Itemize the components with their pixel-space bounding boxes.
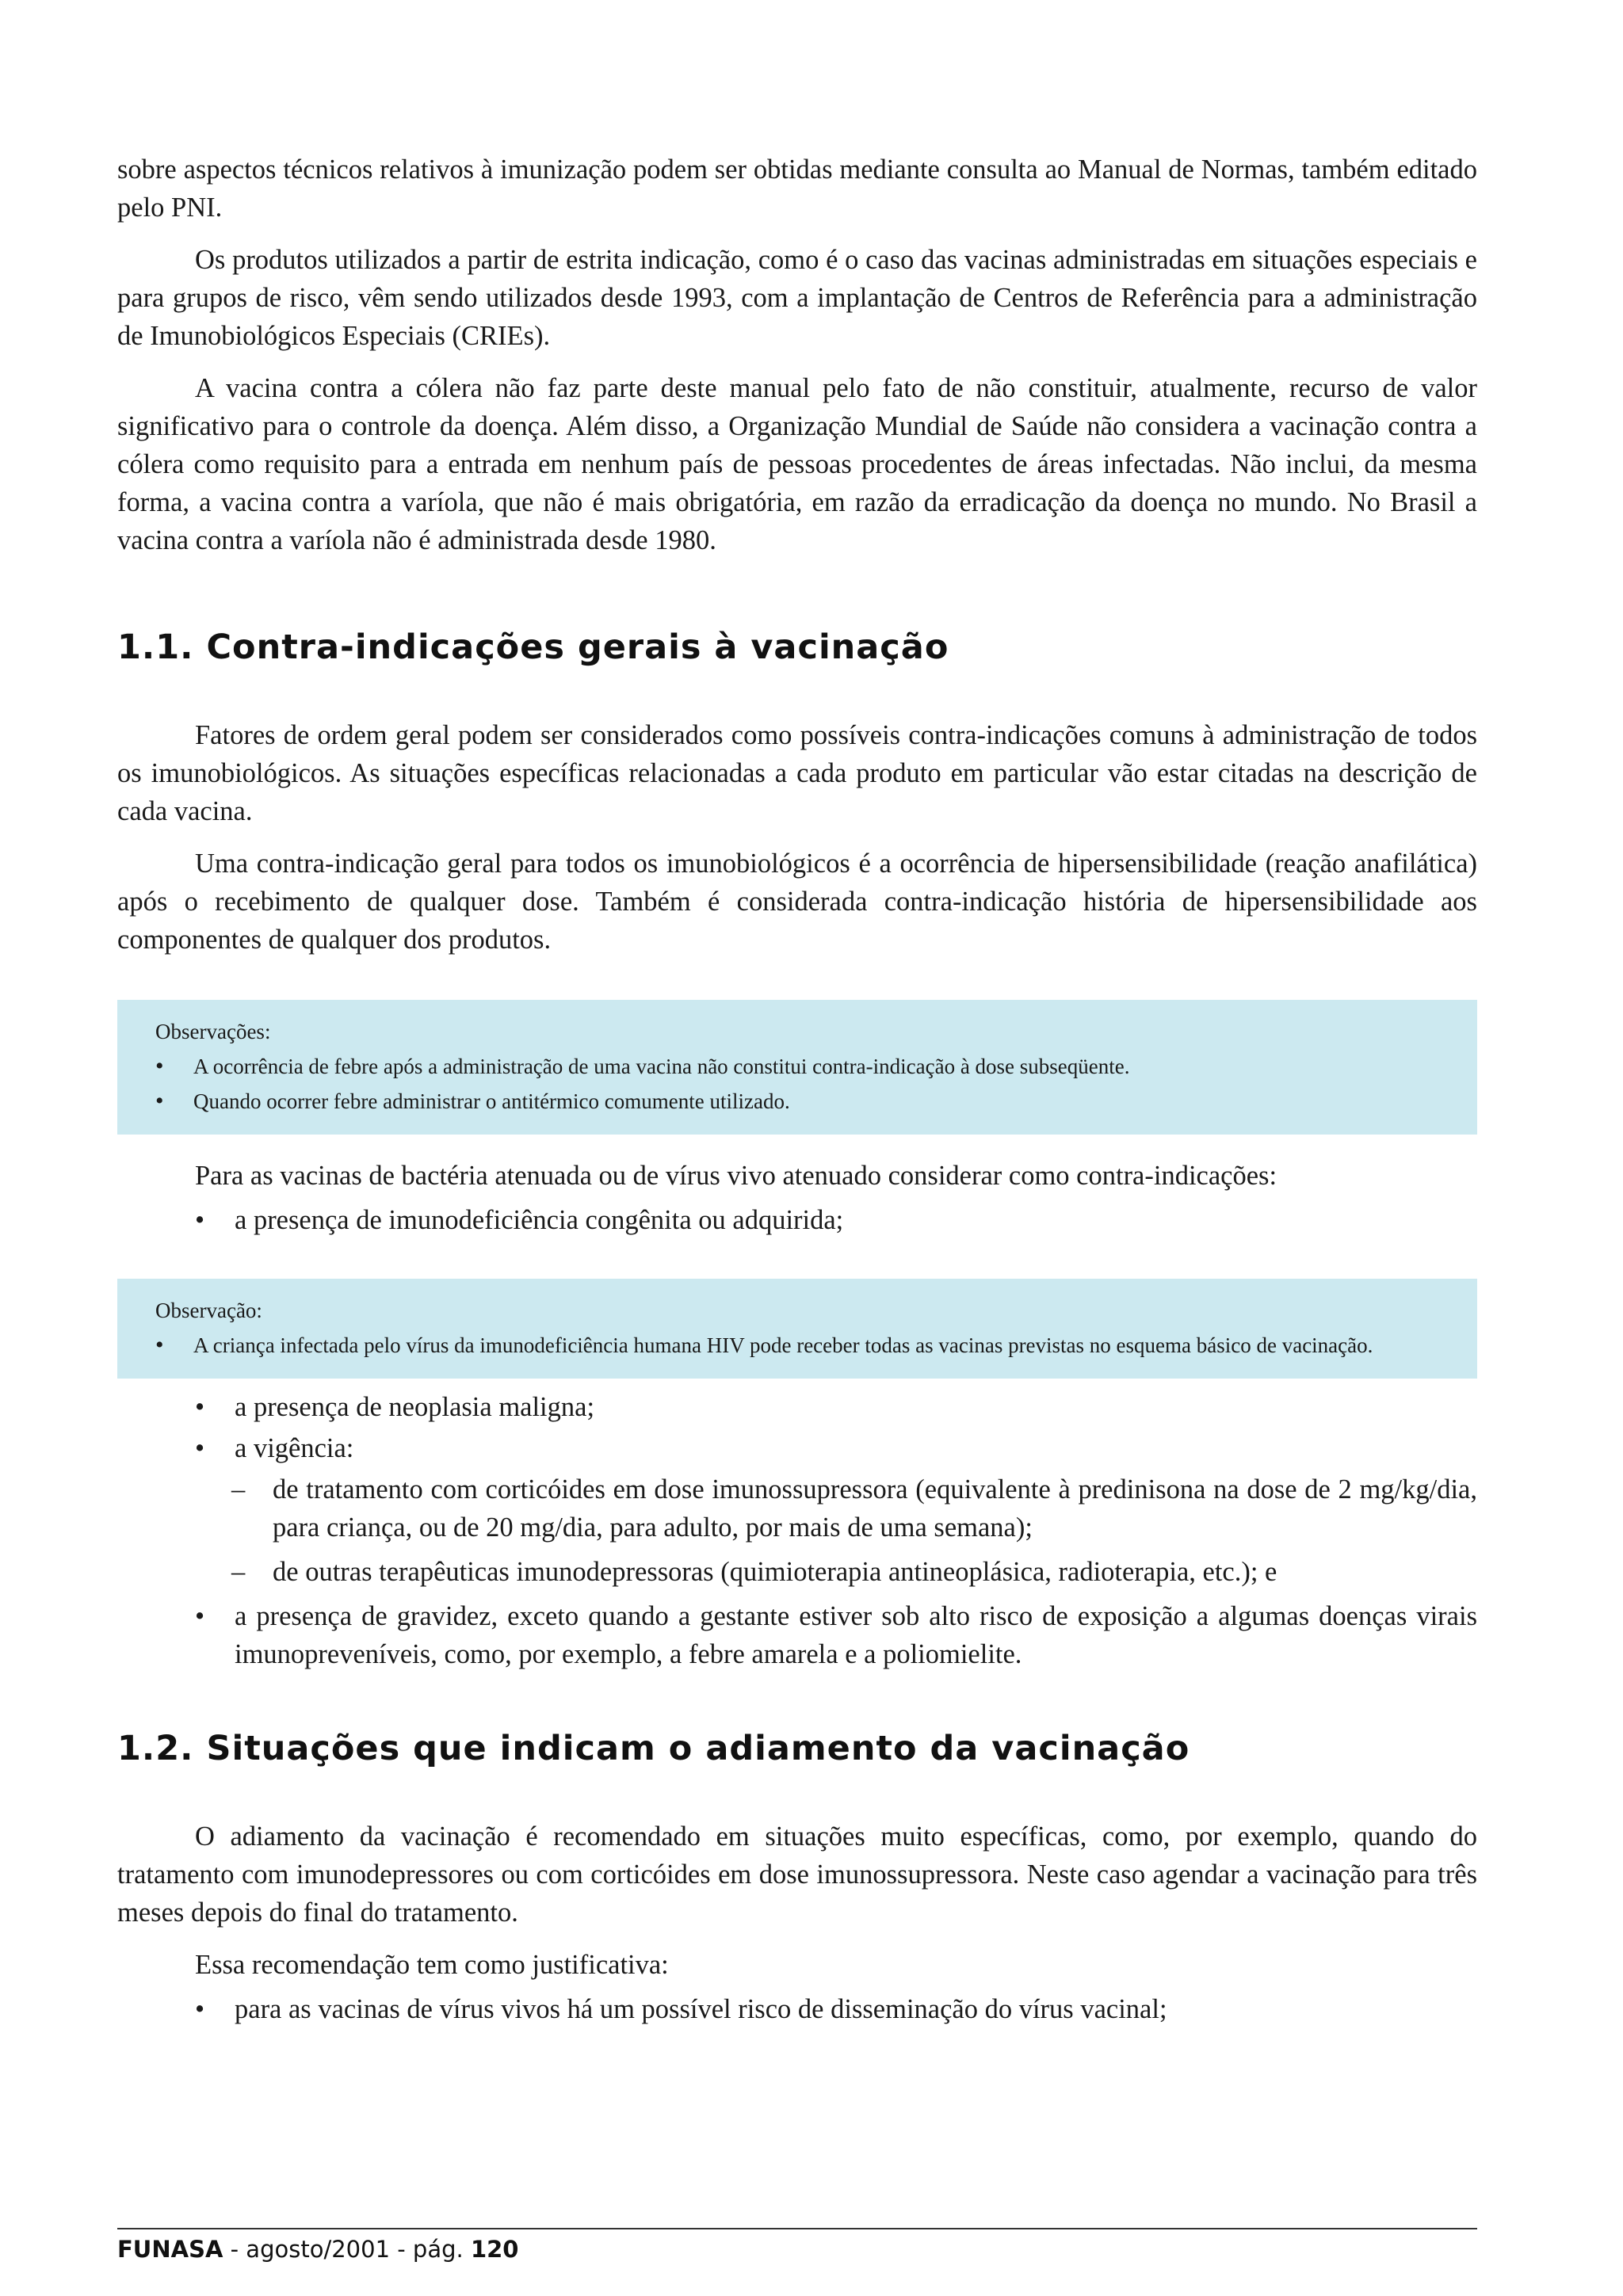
footer-org: FUNASA — [117, 2236, 223, 2263]
bullet-icon: • — [155, 1053, 164, 1079]
observation-item: • Quando ocorrer febre administrar o antitérmico comumente utilizado. — [155, 1084, 1439, 1119]
observations-title: Observações: — [155, 1020, 271, 1043]
page-number: 120 — [470, 2236, 519, 2263]
page-footer — [117, 2236, 519, 2263]
list-item: • a presença de gravidez, exceto quando a gestante estiver sob alto risco de exposição a algumas doenças virais imunopreveníveis, como, por exemplo, a febre amarela e a poliomielite. — [117, 1597, 1477, 1673]
paragraph: Uma contra-indicação geral para todos os imunobiológicos é a ocorrência de hipersensibilidade (reação anafilática) após o recebimento de qualquer dose. Também é considerada contra-indicação história de hipersensibilidade aos componentes de qualquer dos produtos. — [117, 849, 1477, 955]
footer-date: - agosto/2001 - pág. — [223, 2236, 471, 2263]
list-item: • a presença de imunodeficiência congênita ou adquirida; — [117, 1201, 1477, 1239]
paragraph: Essa recomendação tem como justificativa: — [195, 1950, 669, 1980]
observation-title: Observação: — [155, 1299, 262, 1322]
sub-list-item: – de tratamento com corticóides em dose imunossupressora (equivalente à predinisona na dose de 2 mg/kg/dia, para criança, ou de 20 mg/dia, para adulto, por mais de uma semana); — [117, 1470, 1477, 1547]
observations-box — [117, 1000, 1477, 1135]
dash-icon: – — [231, 1557, 246, 1587]
list-item: • a vigência: — [117, 1429, 1477, 1467]
bullet-icon: • — [195, 1433, 205, 1463]
section-heading: 1.2. Situações que indicam o adiamento da vacinação — [117, 1729, 1190, 1768]
dash-icon: – — [231, 1474, 246, 1505]
observation-item: • A ocorrência de febre após a administração de uma vacina não constitui contra-indicação à dose subseqüente. — [155, 1049, 1439, 1084]
document-body — [117, 151, 1477, 2028]
paragraph: O adiamento da vacinação é recomendado em situações muito específicas, como, por exemplo, quando do tratamento com imunodepressores ou com corticóides em dose imunossupressora. Neste caso agendar a vacinação para três meses depois do final do tratamento. — [117, 1821, 1477, 1928]
paragraph: Os produtos utilizados a partir de estrita indicação, como é o caso das vacinas administradas em situações especiais e para grupos de risco, vêm sendo utilizados desde 1993, com a implantação de Centros de Referência para a administração de Imunobiológicos Especiais (CRIEs). — [117, 245, 1477, 351]
section-heading: 1.1. Contra-indicações gerais à vacinação — [117, 627, 949, 667]
paragraph: sobre aspectos técnicos relativos à imunização podem ser obtidas mediante consulta ao Manual de Normas, também editado pelo PNI. — [117, 154, 1477, 223]
sub-list-item: – de outras terapêuticas imunodepressoras (quimioterapia antineoplásica, radioterapia, etc.); e — [117, 1553, 1477, 1591]
footer-divider — [117, 2228, 1477, 2229]
bullet-icon: • — [195, 1205, 205, 1235]
paragraph: A vacina contra a cólera não faz parte deste manual pelo fato de não constituir, atualmente, recurso de valor significativo para o controle da doença. Além disso, a Organização Mundial de Saúde não considera a vacinação contra a cólera como requisito para a entrada em nenhum país de pessoas procedentes de áreas infectadas. Não inclui, da mesma forma, a vacina contra a varíola, que não é mais obrigatória, em razão da erradicação da doença no mundo. No Brasil a vacina contra a varíola não é administrada desde 1980. — [117, 373, 1477, 555]
paragraph: Fatores de ordem geral podem ser considerados como possíveis contra-indicações comuns à administração de todos os imunobiológicos. As situações específicas relacionadas a cada produto em particular vão estar citadas na descrição de cada vacina. — [117, 720, 1477, 826]
bullet-icon: • — [155, 1088, 164, 1114]
paragraph: Para as vacinas de bactéria atenuada ou de vírus vivo atenuado considerar como contra-indicações: — [195, 1161, 1277, 1191]
bullet-icon: • — [195, 1994, 205, 2024]
list-item: • a presença de neoplasia maligna; — [117, 1388, 1477, 1426]
bullet-icon: • — [195, 1601, 205, 1631]
observation-box — [117, 1279, 1477, 1379]
list-item: • para as vacinas de vírus vivos há um possível risco de disseminação do vírus vacinal; — [117, 1990, 1477, 2028]
bullet-icon: • — [155, 1332, 164, 1358]
observation-item: • A criança infectada pelo vírus da imunodeficiência humana HIV pode receber todas as vacinas previstas no esquema básico de vacinação. — [155, 1328, 1439, 1363]
bullet-icon: • — [195, 1392, 205, 1422]
